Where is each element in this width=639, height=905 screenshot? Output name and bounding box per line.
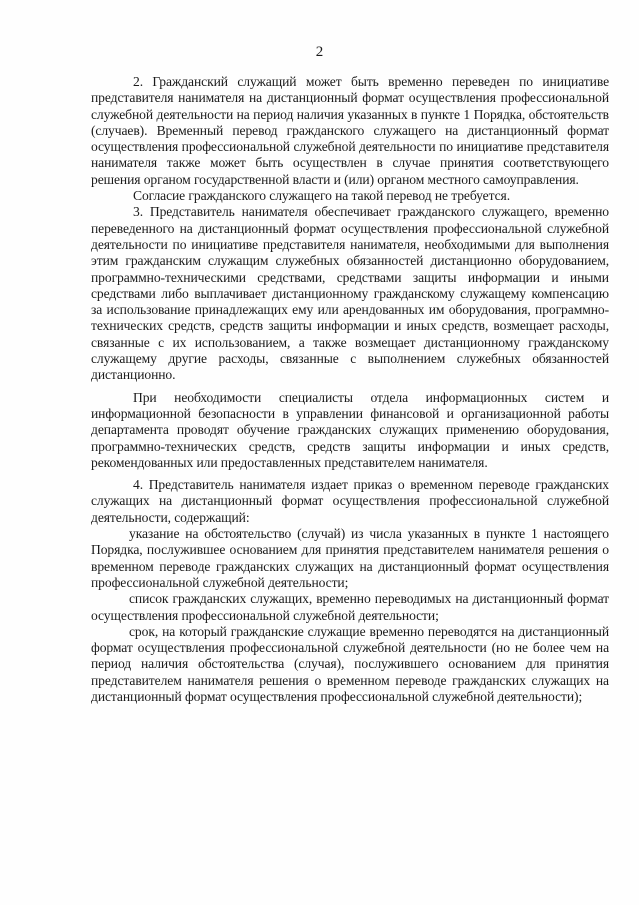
paragraph-4-order: 4. Представитель нанимателя издает приказ о временном переводе гражданских служащих на дистанционный формат осуществления профессиональной служебной деятельности, содержащий: <box>91 477 609 525</box>
page-number: 2 <box>315 44 324 60</box>
paragraph-3-employer-provides: 3. Представитель нанимателя обеспечивает гражданского служащего, временно переведенного на дистанционный формат осуществления профессиональной служебной деятельности по инициативе представителя нанимателя, необходимыми для выполнения этим гражданским служащим служебных обязанностей дистанционно оборудованием, программно-техническими средствами, средствами защиты информации и иными средствами либо выплачивает дистанционному гражданскому служащему компенсацию за использование принадлежащих ему или арендованных им оборудования, программно-технических средств, средств защиты информации и иных средств, возмещает расходы, связанные с их использованием, а также возмещает дистанционному гражданскому служащему другие расходы, связанные с выполнением служебных обязанностей дистанционно. <box>91 204 609 383</box>
document-body <box>91 74 609 705</box>
list-item-circumstance: указание на обстоятельство (случай) из числа указанных в пункте 1 настоящего Порядка, послужившее основанием для принятия представителем нанимателя решения о временном переводе гражданских служащих на дистанционный формат осуществления профессиональной служебной деятельности; <box>91 526 609 590</box>
paragraph-consent-not-required: Согласие гражданского служащего на такой перевод не требуется. <box>133 188 510 204</box>
paragraph-training: При необходимости специалисты отдела информационных систем и информационной безопасности в управлении финансовой и организационной работы департамента проводят обучение гражданских служащих применению оборудования, программно-технических средств, средств защиты информации и иных средств, рекомендованных или предоставленных представителем нанимателя. <box>91 389 609 470</box>
paragraph-2-temporary-transfer: 2. Гражданский служащий может быть временно переведен по инициативе представителя нанимателя на дистанционный формат осуществления профессиональной служебной деятельности на период наличия указанных в пункте 1 Порядка, обстоятельств (случаев). Временный перевод гражданского служащего на дистанционный формат осуществления профессиональной служебной деятельности по инициативе представителя нанимателя также может быть осуществлен в случае принятия соответствующего решения органом государственной власти и (или) органом местного самоуправления. <box>91 74 609 187</box>
list-item-term: срок, на который гражданские служащие временно переводятся на дистанционный формат осуществления профессиональной служебной деятельности (но не более чем на период наличия обстоятельства (случая), послужившего основанием для принятия представителем нанимателя решения о временном переводе гражданских служащих на дистанционный формат осуществления профессиональной служебной деятельности); <box>91 623 609 704</box>
list-item-employee-list: список гражданских служащих, временно переводимых на дистанционный формат осуществления профессиональной служебной деятельности; <box>91 591 609 623</box>
